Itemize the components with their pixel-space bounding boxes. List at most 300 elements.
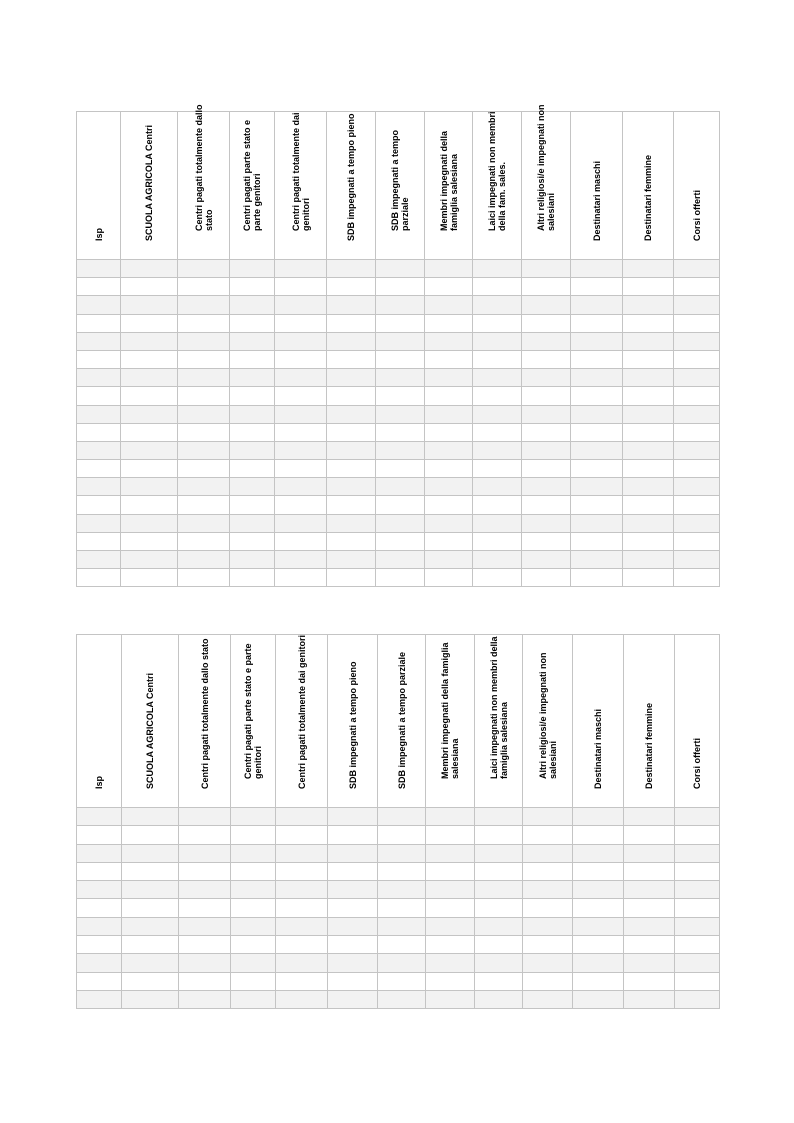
table-cell[interactable] [571, 260, 623, 278]
table-cell[interactable] [178, 314, 230, 332]
table-cell[interactable] [230, 314, 275, 332]
table-cell[interactable] [426, 826, 475, 844]
table-cell[interactable] [77, 899, 122, 917]
table-cell[interactable] [376, 332, 425, 350]
table-cell[interactable] [376, 460, 425, 478]
table-cell[interactable] [77, 405, 121, 423]
table-cell[interactable] [122, 899, 179, 917]
table-cell[interactable] [122, 917, 179, 935]
table-cell[interactable] [475, 808, 523, 826]
table-cell[interactable] [231, 826, 276, 844]
table-cell[interactable] [573, 862, 624, 880]
table-cell[interactable] [674, 369, 720, 387]
table-cell[interactable] [674, 532, 720, 550]
table-cell[interactable] [275, 478, 327, 496]
table-cell[interactable] [675, 808, 720, 826]
table-cell[interactable] [623, 423, 674, 441]
table-cell[interactable] [378, 844, 426, 862]
table-cell[interactable] [571, 369, 623, 387]
table-cell[interactable] [376, 296, 425, 314]
table-cell[interactable] [426, 936, 475, 954]
table-cell[interactable] [523, 808, 573, 826]
table-cell[interactable] [475, 881, 523, 899]
table-cell[interactable] [77, 826, 122, 844]
table-cell[interactable] [523, 990, 573, 1008]
table-cell[interactable] [376, 496, 425, 514]
table-cell[interactable] [425, 551, 473, 569]
table-cell[interactable] [376, 514, 425, 532]
table-cell[interactable] [675, 844, 720, 862]
table-cell[interactable] [276, 954, 328, 972]
table-cell[interactable] [276, 844, 328, 862]
table-cell[interactable] [376, 260, 425, 278]
table-cell[interactable] [674, 332, 720, 350]
table-cell[interactable] [623, 405, 674, 423]
table-cell[interactable] [328, 899, 378, 917]
table-cell[interactable] [328, 862, 378, 880]
table-cell[interactable] [473, 332, 522, 350]
table-cell[interactable] [179, 972, 231, 990]
table-cell[interactable] [522, 496, 571, 514]
table-cell[interactable] [426, 990, 475, 1008]
table-cell[interactable] [230, 423, 275, 441]
table-cell[interactable] [121, 405, 178, 423]
table-cell[interactable] [523, 917, 573, 935]
table-cell[interactable] [276, 808, 328, 826]
table-cell[interactable] [275, 332, 327, 350]
table-cell[interactable] [571, 460, 623, 478]
table-cell[interactable] [275, 369, 327, 387]
table-cell[interactable] [523, 899, 573, 917]
table-cell[interactable] [522, 532, 571, 550]
table-cell[interactable] [623, 478, 674, 496]
table-cell[interactable] [522, 296, 571, 314]
table-cell[interactable] [473, 478, 522, 496]
table-cell[interactable] [230, 260, 275, 278]
table-cell[interactable] [77, 369, 121, 387]
table-cell[interactable] [77, 990, 122, 1008]
table-cell[interactable] [77, 350, 121, 368]
table-cell[interactable] [473, 441, 522, 459]
table-cell[interactable] [179, 881, 231, 899]
table-cell[interactable] [378, 917, 426, 935]
table-cell[interactable] [623, 369, 674, 387]
table-cell[interactable] [473, 314, 522, 332]
table-cell[interactable] [231, 936, 276, 954]
table-cell[interactable] [425, 478, 473, 496]
table-cell[interactable] [475, 990, 523, 1008]
table-cell[interactable] [275, 514, 327, 532]
table-cell[interactable] [571, 441, 623, 459]
table-cell[interactable] [178, 332, 230, 350]
table-cell[interactable] [77, 496, 121, 514]
table-cell[interactable] [77, 278, 121, 296]
table-cell[interactable] [327, 387, 376, 405]
table-cell[interactable] [121, 551, 178, 569]
table-cell[interactable] [376, 387, 425, 405]
table-cell[interactable] [178, 296, 230, 314]
table-cell[interactable] [473, 405, 522, 423]
table-cell[interactable] [425, 260, 473, 278]
table-cell[interactable] [623, 314, 674, 332]
table-cell[interactable] [231, 808, 276, 826]
table-cell[interactable] [121, 532, 178, 550]
table-cell[interactable] [426, 899, 475, 917]
table-cell[interactable] [522, 514, 571, 532]
table-cell[interactable] [623, 551, 674, 569]
table-cell[interactable] [327, 551, 376, 569]
table-cell[interactable] [121, 496, 178, 514]
table-cell[interactable] [179, 844, 231, 862]
table-cell[interactable] [674, 278, 720, 296]
table-cell[interactable] [178, 460, 230, 478]
table-cell[interactable] [473, 460, 522, 478]
table-cell[interactable] [121, 387, 178, 405]
table-cell[interactable] [77, 532, 121, 550]
table-cell[interactable] [523, 936, 573, 954]
table-cell[interactable] [231, 990, 276, 1008]
table-cell[interactable] [571, 551, 623, 569]
table-cell[interactable] [122, 954, 179, 972]
table-cell[interactable] [122, 990, 179, 1008]
table-cell[interactable] [624, 826, 675, 844]
table-cell[interactable] [231, 899, 276, 917]
table-cell[interactable] [426, 881, 475, 899]
table-cell[interactable] [473, 514, 522, 532]
table-cell[interactable] [522, 369, 571, 387]
table-cell[interactable] [121, 260, 178, 278]
table-cell[interactable] [121, 569, 178, 587]
table-cell[interactable] [327, 423, 376, 441]
table-cell[interactable] [571, 350, 623, 368]
table-cell[interactable] [275, 405, 327, 423]
table-cell[interactable] [327, 514, 376, 532]
table-cell[interactable] [425, 423, 473, 441]
table-cell[interactable] [178, 496, 230, 514]
table-cell[interactable] [425, 441, 473, 459]
table-cell[interactable] [571, 569, 623, 587]
table-cell[interactable] [473, 569, 522, 587]
table-cell[interactable] [623, 496, 674, 514]
table-cell[interactable] [425, 514, 473, 532]
table-cell[interactable] [178, 369, 230, 387]
table-cell[interactable] [523, 881, 573, 899]
table-cell[interactable] [275, 423, 327, 441]
table-cell[interactable] [623, 296, 674, 314]
table-cell[interactable] [275, 260, 327, 278]
table-cell[interactable] [77, 844, 122, 862]
table-cell[interactable] [275, 350, 327, 368]
table-cell[interactable] [178, 405, 230, 423]
table-cell[interactable] [571, 478, 623, 496]
table-cell[interactable] [122, 972, 179, 990]
table-cell[interactable] [475, 917, 523, 935]
table-cell[interactable] [376, 478, 425, 496]
table-cell[interactable] [675, 990, 720, 1008]
table-cell[interactable] [376, 423, 425, 441]
table-cell[interactable] [475, 826, 523, 844]
table-cell[interactable] [230, 441, 275, 459]
table-cell[interactable] [378, 936, 426, 954]
table-cell[interactable] [121, 314, 178, 332]
table-cell[interactable] [623, 260, 674, 278]
table-cell[interactable] [122, 808, 179, 826]
table-cell[interactable] [77, 260, 121, 278]
table-cell[interactable] [425, 350, 473, 368]
table-cell[interactable] [230, 278, 275, 296]
table-cell[interactable] [77, 936, 122, 954]
table-cell[interactable] [327, 569, 376, 587]
table-cell[interactable] [475, 954, 523, 972]
table-cell[interactable] [573, 881, 624, 899]
table-cell[interactable] [624, 990, 675, 1008]
table-cell[interactable] [623, 387, 674, 405]
table-cell[interactable] [77, 460, 121, 478]
table-cell[interactable] [230, 496, 275, 514]
table-cell[interactable] [522, 478, 571, 496]
table-cell[interactable] [122, 844, 179, 862]
table-cell[interactable] [275, 551, 327, 569]
table-cell[interactable] [426, 972, 475, 990]
table-cell[interactable] [376, 441, 425, 459]
table-cell[interactable] [275, 460, 327, 478]
table-cell[interactable] [573, 936, 624, 954]
table-cell[interactable] [674, 387, 720, 405]
table-cell[interactable] [573, 808, 624, 826]
table-cell[interactable] [77, 387, 121, 405]
table-cell[interactable] [230, 514, 275, 532]
table-cell[interactable] [178, 441, 230, 459]
table-cell[interactable] [77, 808, 122, 826]
table-cell[interactable] [473, 296, 522, 314]
table-cell[interactable] [425, 532, 473, 550]
table-cell[interactable] [522, 551, 571, 569]
table-cell[interactable] [231, 917, 276, 935]
table-cell[interactable] [426, 917, 475, 935]
table-cell[interactable] [624, 936, 675, 954]
table-cell[interactable] [522, 350, 571, 368]
table-cell[interactable] [522, 569, 571, 587]
table-cell[interactable] [276, 990, 328, 1008]
table-cell[interactable] [624, 899, 675, 917]
table-cell[interactable] [675, 936, 720, 954]
table-cell[interactable] [425, 332, 473, 350]
table-cell[interactable] [121, 441, 178, 459]
table-cell[interactable] [121, 423, 178, 441]
table-cell[interactable] [178, 260, 230, 278]
table-cell[interactable] [77, 972, 122, 990]
table-cell[interactable] [376, 532, 425, 550]
table-cell[interactable] [425, 278, 473, 296]
table-cell[interactable] [475, 844, 523, 862]
table-cell[interactable] [675, 972, 720, 990]
table-cell[interactable] [179, 826, 231, 844]
table-cell[interactable] [623, 532, 674, 550]
table-cell[interactable] [179, 936, 231, 954]
table-cell[interactable] [376, 278, 425, 296]
table-cell[interactable] [378, 881, 426, 899]
table-cell[interactable] [674, 314, 720, 332]
table-cell[interactable] [523, 862, 573, 880]
table-cell[interactable] [426, 844, 475, 862]
table-cell[interactable] [275, 532, 327, 550]
table-cell[interactable] [674, 460, 720, 478]
table-cell[interactable] [178, 478, 230, 496]
table-cell[interactable] [674, 296, 720, 314]
table-cell[interactable] [328, 990, 378, 1008]
table-cell[interactable] [327, 278, 376, 296]
table-cell[interactable] [573, 990, 624, 1008]
table-cell[interactable] [178, 569, 230, 587]
table-cell[interactable] [473, 278, 522, 296]
table-cell[interactable] [327, 496, 376, 514]
table-cell[interactable] [426, 862, 475, 880]
table-cell[interactable] [77, 551, 121, 569]
table-cell[interactable] [179, 808, 231, 826]
table-cell[interactable] [674, 569, 720, 587]
table-cell[interactable] [77, 296, 121, 314]
table-cell[interactable] [275, 278, 327, 296]
table-cell[interactable] [425, 369, 473, 387]
table-cell[interactable] [178, 532, 230, 550]
table-cell[interactable] [327, 478, 376, 496]
table-cell[interactable] [674, 423, 720, 441]
table-cell[interactable] [571, 423, 623, 441]
table-cell[interactable] [623, 514, 674, 532]
table-cell[interactable] [675, 899, 720, 917]
table-cell[interactable] [623, 278, 674, 296]
table-cell[interactable] [571, 405, 623, 423]
table-cell[interactable] [77, 569, 121, 587]
table-cell[interactable] [473, 551, 522, 569]
table-cell[interactable] [624, 972, 675, 990]
table-cell[interactable] [275, 314, 327, 332]
table-cell[interactable] [179, 862, 231, 880]
table-cell[interactable] [121, 350, 178, 368]
table-cell[interactable] [77, 441, 121, 459]
table-cell[interactable] [77, 514, 121, 532]
table-cell[interactable] [376, 350, 425, 368]
table-cell[interactable] [674, 551, 720, 569]
table-cell[interactable] [475, 936, 523, 954]
table-cell[interactable] [121, 369, 178, 387]
table-cell[interactable] [122, 936, 179, 954]
table-cell[interactable] [475, 972, 523, 990]
table-cell[interactable] [179, 899, 231, 917]
table-cell[interactable] [230, 532, 275, 550]
table-cell[interactable] [523, 972, 573, 990]
table-cell[interactable] [674, 350, 720, 368]
table-cell[interactable] [522, 332, 571, 350]
table-cell[interactable] [623, 441, 674, 459]
table-cell[interactable] [623, 350, 674, 368]
table-cell[interactable] [230, 569, 275, 587]
table-cell[interactable] [378, 862, 426, 880]
table-cell[interactable] [327, 441, 376, 459]
table-cell[interactable] [327, 369, 376, 387]
table-cell[interactable] [231, 844, 276, 862]
table-cell[interactable] [77, 881, 122, 899]
table-cell[interactable] [675, 954, 720, 972]
table-cell[interactable] [624, 844, 675, 862]
table-cell[interactable] [179, 990, 231, 1008]
table-cell[interactable] [178, 514, 230, 532]
table-cell[interactable] [230, 478, 275, 496]
table-cell[interactable] [425, 460, 473, 478]
table-cell[interactable] [425, 496, 473, 514]
table-cell[interactable] [230, 332, 275, 350]
table-cell[interactable] [675, 917, 720, 935]
table-cell[interactable] [571, 332, 623, 350]
table-cell[interactable] [178, 423, 230, 441]
table-cell[interactable] [378, 972, 426, 990]
table-cell[interactable] [623, 332, 674, 350]
table-cell[interactable] [571, 532, 623, 550]
table-cell[interactable] [425, 569, 473, 587]
table-cell[interactable] [230, 460, 275, 478]
table-cell[interactable] [178, 551, 230, 569]
table-cell[interactable] [327, 314, 376, 332]
table-cell[interactable] [573, 899, 624, 917]
table-cell[interactable] [522, 260, 571, 278]
table-cell[interactable] [121, 460, 178, 478]
table-cell[interactable] [276, 881, 328, 899]
table-cell[interactable] [77, 478, 121, 496]
table-cell[interactable] [230, 387, 275, 405]
table-cell[interactable] [376, 405, 425, 423]
table-cell[interactable] [624, 954, 675, 972]
table-cell[interactable] [121, 332, 178, 350]
table-cell[interactable] [276, 899, 328, 917]
table-cell[interactable] [179, 917, 231, 935]
table-cell[interactable] [275, 387, 327, 405]
table-cell[interactable] [473, 423, 522, 441]
table-cell[interactable] [425, 314, 473, 332]
table-cell[interactable] [573, 844, 624, 862]
table-cell[interactable] [674, 405, 720, 423]
table-cell[interactable] [275, 496, 327, 514]
table-cell[interactable] [231, 972, 276, 990]
table-cell[interactable] [378, 826, 426, 844]
table-cell[interactable] [77, 423, 121, 441]
table-cell[interactable] [230, 350, 275, 368]
table-cell[interactable] [77, 862, 122, 880]
table-cell[interactable] [475, 862, 523, 880]
table-cell[interactable] [121, 278, 178, 296]
table-cell[interactable] [122, 826, 179, 844]
table-cell[interactable] [571, 514, 623, 532]
table-cell[interactable] [327, 332, 376, 350]
table-cell[interactable] [473, 260, 522, 278]
table-cell[interactable] [230, 296, 275, 314]
table-cell[interactable] [77, 954, 122, 972]
table-cell[interactable] [523, 826, 573, 844]
table-cell[interactable] [523, 954, 573, 972]
table-cell[interactable] [426, 954, 475, 972]
table-cell[interactable] [376, 569, 425, 587]
table-cell[interactable] [675, 826, 720, 844]
table-cell[interactable] [121, 514, 178, 532]
table-cell[interactable] [328, 917, 378, 935]
table-cell[interactable] [328, 936, 378, 954]
table-cell[interactable] [328, 826, 378, 844]
table-cell[interactable] [327, 460, 376, 478]
table-cell[interactable] [675, 881, 720, 899]
table-cell[interactable] [328, 808, 378, 826]
table-cell[interactable] [276, 826, 328, 844]
table-cell[interactable] [276, 862, 328, 880]
table-cell[interactable] [624, 808, 675, 826]
